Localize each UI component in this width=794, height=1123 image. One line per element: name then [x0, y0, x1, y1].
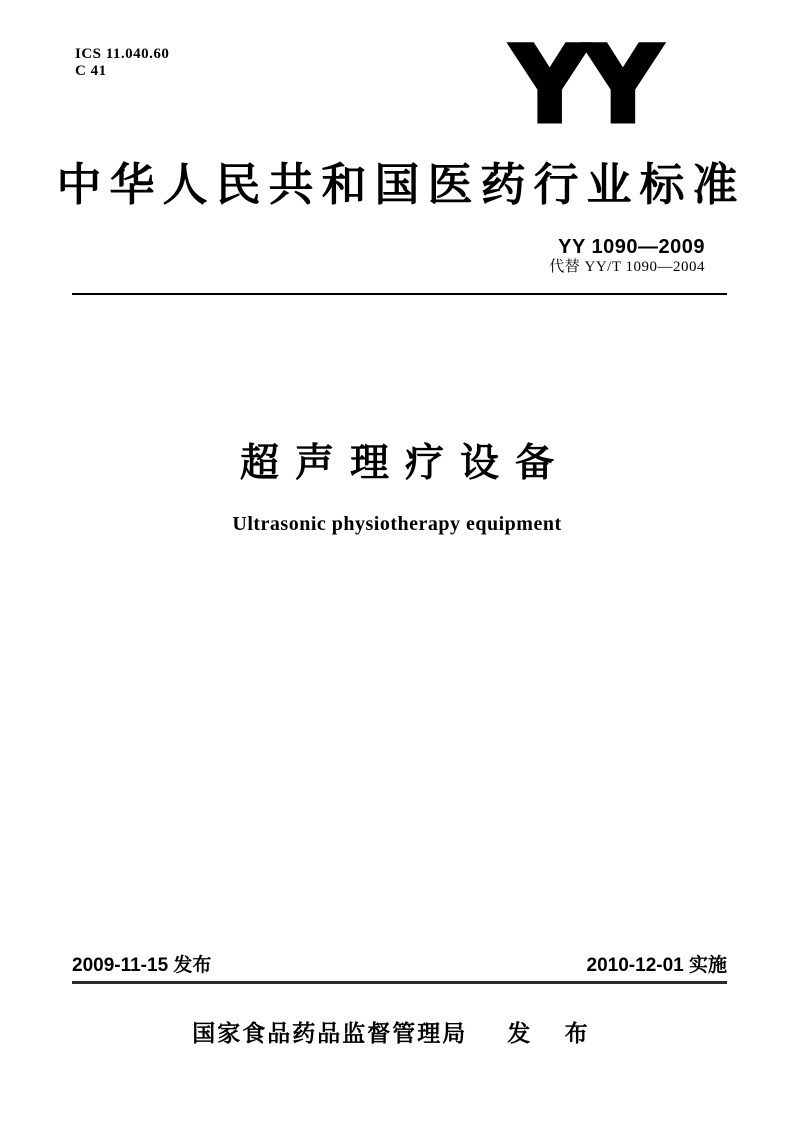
standard-category-title: 中华人民共和国医药行业标准 [56, 159, 746, 210]
yy-standard-logo: YY [512, 24, 659, 146]
publish-label: 发 布 [507, 1020, 602, 1046]
classification-code: C 41 [75, 63, 107, 79]
publisher-row [0, 1020, 794, 1047]
header-divider-line [72, 293, 727, 295]
implementation-date: 2010-12-01 实施 [586, 955, 727, 976]
issue-date: 2009-11-15 发布 [72, 955, 212, 976]
standard-number-block [549, 236, 705, 276]
ics-code: ICS 11.040.60 [75, 46, 170, 62]
standard-number: YY 1090—2009 [558, 236, 705, 258]
document-title-chinese: 超声理疗设备 [239, 442, 570, 485]
replaces-note: 代替 YY/T 1090—2004 [549, 259, 705, 275]
dates-row [72, 955, 727, 976]
publisher-name: 国家食品药品监督管理局 [192, 1020, 468, 1046]
ics-block [75, 46, 169, 80]
footer-divider-line [72, 981, 727, 984]
document-title-english: Ultrasonic physiotherapy equipment [232, 513, 562, 535]
